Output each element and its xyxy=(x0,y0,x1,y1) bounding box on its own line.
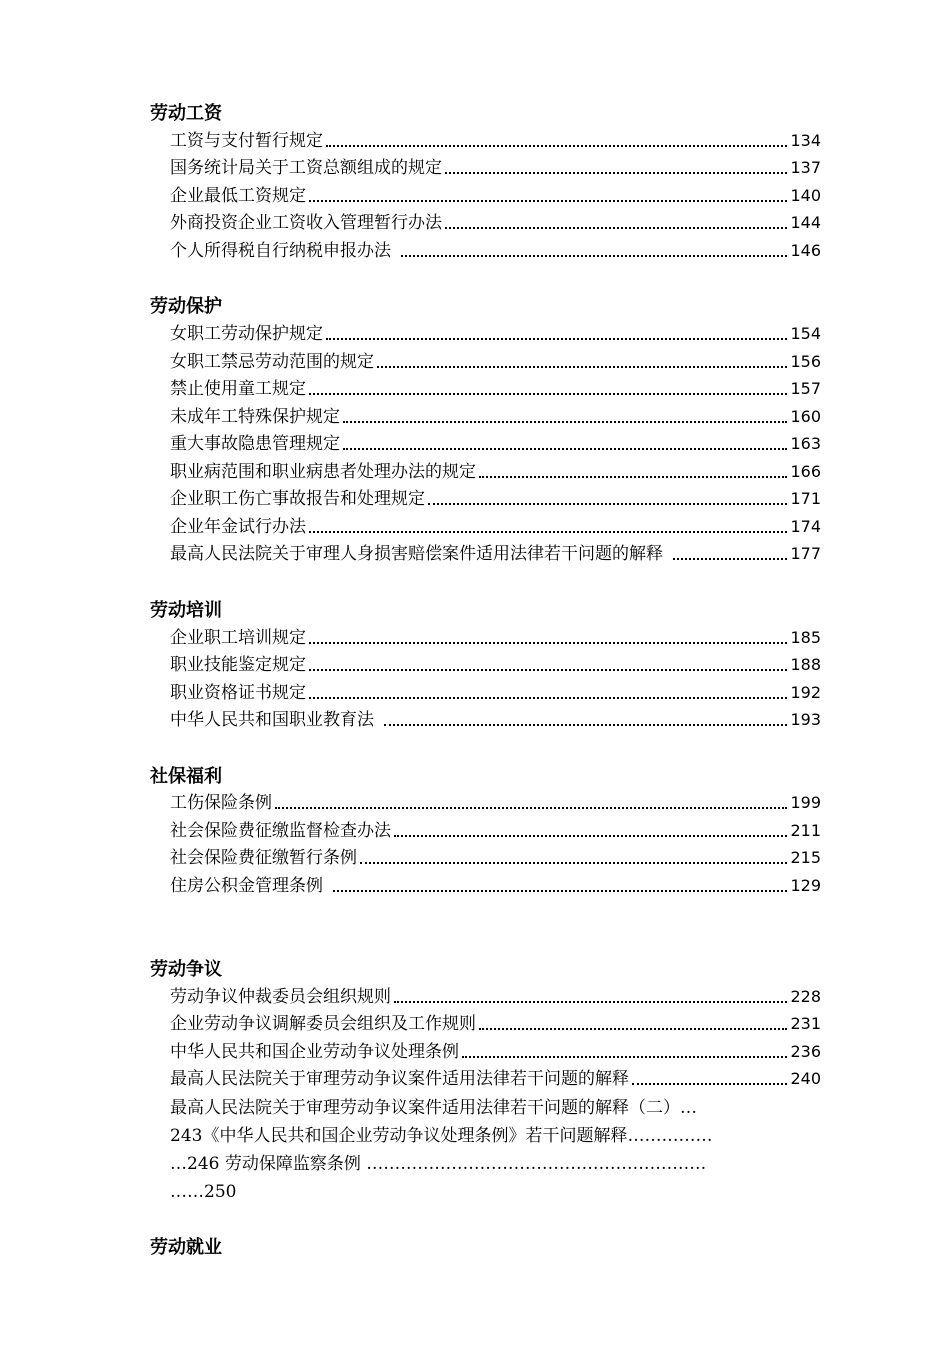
toc-entry-page: 129 xyxy=(790,876,821,895)
toc-entry-page: 177 xyxy=(790,544,821,563)
toc-entry[interactable] xyxy=(170,431,821,457)
toc-entry-page: 231 xyxy=(790,1014,821,1033)
toc-wrapped-line xyxy=(170,1094,830,1122)
toc-entry-page: 144 xyxy=(790,213,821,232)
toc-entry-page: 166 xyxy=(790,462,821,481)
toc-entry[interactable] xyxy=(170,984,821,1010)
toc-entry-title: 劳动争议仲裁委员会组织规则 xyxy=(170,987,391,1007)
toc-entry-title: 个人所得税自行纳税申报办法 xyxy=(170,241,391,261)
dot-leader xyxy=(309,669,787,671)
toc-entry-title: 工资与支付暂行规定 xyxy=(170,131,323,151)
toc-entry[interactable] xyxy=(170,210,821,236)
dot-leader xyxy=(384,724,787,726)
toc-entry-page: 240 xyxy=(790,1069,821,1088)
toc-entry-title: 职业资格证书规定 xyxy=(170,683,306,703)
dot-leader xyxy=(309,531,787,533)
dot-leader xyxy=(479,1028,787,1030)
toc-entry[interactable] xyxy=(170,155,821,181)
toc-entry-title: 禁止使用童工规定 xyxy=(170,379,306,399)
dot-leader xyxy=(401,255,787,257)
toc-entry[interactable] xyxy=(170,459,821,485)
toc-wrapped-line-text: 243《中华人民共和国企业劳动争议处理条例》若干问题解释…………… xyxy=(170,1126,713,1146)
toc-entry-title: 企业职工伤亡事故报告和处理规定 xyxy=(170,489,425,509)
toc-entry-page: 188 xyxy=(790,655,821,674)
toc-entry-page: 192 xyxy=(790,683,821,702)
toc-entry-page: 236 xyxy=(790,1042,821,1061)
toc-entry-page: 215 xyxy=(790,848,821,867)
toc-entry-page: 156 xyxy=(790,352,821,371)
toc-entry-page: 193 xyxy=(790,710,821,729)
toc-entry-page: 146 xyxy=(790,241,821,260)
dot-leader xyxy=(333,890,787,892)
dot-leader xyxy=(394,1001,787,1003)
dot-leader xyxy=(343,448,787,450)
section-heading-disputes: 劳动争议 xyxy=(150,959,222,980)
toc-entry-page: 137 xyxy=(790,158,821,177)
toc-entry-title: 住房公积金管理条例 xyxy=(170,876,323,896)
toc-entry-page: 185 xyxy=(790,628,821,647)
dot-leader xyxy=(479,476,787,478)
toc-entry-page: 174 xyxy=(790,517,821,536)
toc-entry-title: 社会保险费征缴监督检查办法 xyxy=(170,821,391,841)
toc-entry[interactable] xyxy=(170,625,821,651)
toc-entry-page: 157 xyxy=(790,379,821,398)
toc-entry[interactable] xyxy=(170,486,821,512)
toc-entry[interactable] xyxy=(170,514,821,540)
dot-leader xyxy=(309,642,787,644)
toc-entry-title: 最高人民法院关于审理人身损害赔偿案件适用法律若干问题的解释 xyxy=(170,544,663,564)
toc-entry-title: 女职工劳动保护规定 xyxy=(170,324,323,344)
toc-entry[interactable] xyxy=(170,845,821,871)
toc-entry-page: 160 xyxy=(790,407,821,426)
dot-leader xyxy=(326,145,787,147)
toc-wrapped-line-text: ……250 xyxy=(170,1182,237,1202)
toc-entry-title: 工伤保险条例 xyxy=(170,793,272,813)
toc-entry-page: 199 xyxy=(790,793,821,812)
section-heading-wages: 劳动工资 xyxy=(150,103,222,124)
toc-entry-page: 140 xyxy=(790,186,821,205)
toc-wrapped-entries[interactable] xyxy=(170,1094,830,1206)
section-heading-social-welfare: 社保福利 xyxy=(150,766,222,787)
toc-wrapped-line xyxy=(170,1122,830,1150)
toc-wrapped-line xyxy=(170,1178,830,1206)
toc-entry[interactable] xyxy=(170,707,821,733)
dot-leader xyxy=(343,421,787,423)
dot-leader xyxy=(377,366,787,368)
toc-entry-title: 最高人民法院关于审理劳动争议案件适用法律若干问题的解释 xyxy=(170,1069,629,1089)
toc-entry[interactable] xyxy=(170,1039,821,1065)
toc-wrapped-line xyxy=(170,1150,830,1178)
section-heading-protection: 劳动保护 xyxy=(150,296,222,317)
dot-leader xyxy=(462,1056,787,1058)
toc-entry[interactable] xyxy=(170,128,821,154)
dot-leader xyxy=(394,835,787,837)
dot-leader xyxy=(309,393,787,395)
toc-entry-page: 228 xyxy=(790,987,821,1006)
dot-leader xyxy=(445,227,787,229)
toc-entry-title: 中华人民共和国企业劳动争议处理条例 xyxy=(170,1042,459,1062)
toc-entry-title: 中华人民共和国职业教育法 xyxy=(170,710,374,730)
dot-leader xyxy=(309,200,787,202)
toc-entry-title: 女职工禁忌劳动范围的规定 xyxy=(170,352,374,372)
toc-entry-page: 163 xyxy=(790,434,821,453)
section-heading-training: 劳动培训 xyxy=(150,600,222,621)
dot-leader xyxy=(360,862,787,864)
toc-entry-title: 重大事故隐患管理规定 xyxy=(170,434,340,454)
dot-leader xyxy=(275,807,787,809)
dot-leader xyxy=(326,338,787,340)
toc-entry[interactable] xyxy=(170,238,821,264)
toc-entry[interactable] xyxy=(170,1011,821,1037)
toc-wrapped-line-text: 最高人民法院关于审理劳动争议案件适用法律若干问题的解释（二）… xyxy=(170,1098,697,1118)
toc-entry[interactable] xyxy=(170,790,821,816)
toc-entry-title: 未成年工特殊保护规定 xyxy=(170,407,340,427)
toc-entry[interactable] xyxy=(170,321,821,347)
toc-entry-page: 171 xyxy=(790,489,821,508)
toc-entry-title: 职业病范围和职业病患者处理办法的规定 xyxy=(170,462,476,482)
toc-entry-title: 企业年金试行办法 xyxy=(170,517,306,537)
toc-entry[interactable] xyxy=(170,1066,821,1092)
toc-entry-title: 国务统计局关于工资总额组成的规定 xyxy=(170,158,442,178)
dot-leader xyxy=(309,697,787,699)
toc-entry[interactable] xyxy=(170,818,821,844)
toc-entry-title: 企业劳动争议调解委员会组织及工作规则 xyxy=(170,1014,476,1034)
toc-entry[interactable] xyxy=(170,873,821,899)
toc-entry-title: 企业最低工资规定 xyxy=(170,186,306,206)
dot-leader xyxy=(632,1083,787,1085)
dot-leader xyxy=(445,172,787,174)
toc-entry[interactable] xyxy=(170,376,821,402)
dot-leader xyxy=(673,558,787,560)
section-heading-employment: 劳动就业 xyxy=(150,1237,222,1258)
toc-entry-title: 企业职工培训规定 xyxy=(170,628,306,648)
toc-entry[interactable] xyxy=(170,652,821,678)
toc-wrapped-line-text: …246 劳动保障监察条例 …………………………………………………… xyxy=(170,1154,707,1174)
dot-leader xyxy=(428,503,787,505)
toc-entry-page: 154 xyxy=(790,324,821,343)
toc-entry-title: 职业技能鉴定规定 xyxy=(170,655,306,675)
toc-entry[interactable] xyxy=(170,680,821,706)
toc-entry[interactable] xyxy=(170,404,821,430)
toc-entry[interactable] xyxy=(170,349,821,375)
toc-entry-page: 211 xyxy=(790,821,821,840)
toc-entry[interactable] xyxy=(170,541,821,567)
toc-entry[interactable] xyxy=(170,183,821,209)
toc-entry-page: 134 xyxy=(790,131,821,150)
toc-entry-title: 外商投资企业工资收入管理暂行办法 xyxy=(170,213,442,233)
toc-entry-title: 社会保险费征缴暂行条例 xyxy=(170,848,357,868)
